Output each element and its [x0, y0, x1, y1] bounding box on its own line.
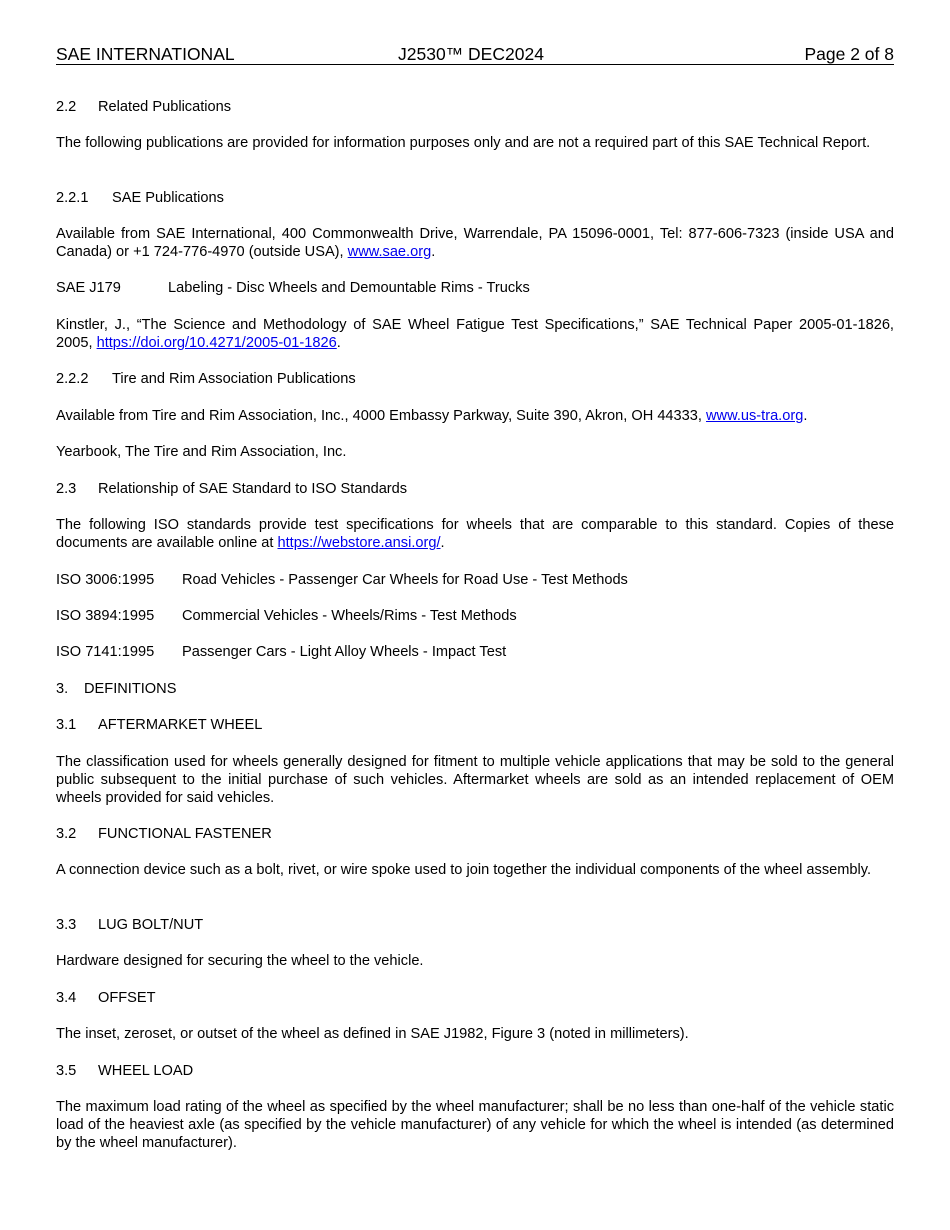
reference-kinstler: Kinstler, J., “The Science and Methodology of SAE Wheel Fatigue Test Specifications,” SAE Technical Paper 2005-01-1826, 2005, https://doi.org/10.4271/2005-01-1826. — [56, 317, 894, 351]
section-2-2-2-heading: 2.2.2 Tire and Rim Association Publications — [56, 371, 356, 387]
section-3-5-heading: 3.5 WHEEL LOAD — [56, 1063, 194, 1079]
header-page-number: Page 2 of 8 — [804, 44, 894, 64]
reference-iso-3894: ISO 3894:1995 Commercial Vehicles - Wheels/Rims - Test Methods — [56, 608, 517, 624]
section-2-2-intro: The following publications are provided for information purposes only and are not a required part of this SAE Technical Report. — [56, 135, 871, 151]
header-doc-id: J2530™ DEC2024 — [398, 44, 544, 64]
sae-availability-paragraph: Available from SAE International, 400 Commonwealth Drive, Warrendale, PA 15096-0001, Tel: 877-606-7323 (inside USA and Canada) or +1 724-776-4970 (outside USA), www.sae.org. — [56, 226, 894, 260]
section-2-2-heading: 2.2 Related Publications — [56, 99, 232, 115]
section-3-2-heading: 3.2 FUNCTIONAL FASTENER — [56, 826, 272, 842]
section-3-1-text: The classification used for wheels generally designed for fitment to multiple vehicle applications that may be sold to the general public subsequent to the initial purchase of such vehicles. Aftermarket wheels are sold as an intended replacement of OEM wheels provided for said vehicles. — [56, 754, 894, 806]
section-2-2-1-heading: 2.2.1 SAE Publications — [56, 190, 224, 206]
header-org: SAE INTERNATIONAL — [56, 44, 235, 64]
tra-website-link[interactable]: www.us-tra.org — [706, 408, 804, 424]
section-3-4-heading: 3.4 OFFSET — [56, 990, 156, 1006]
doi-link[interactable]: https://doi.org/10.4271/2005-01-1826 — [96, 335, 337, 351]
section-3-2-text: A connection device such as a bolt, rivet, or wire spoke used to join together the individual components of the wheel assembly. — [56, 862, 872, 878]
section-3-3-text: Hardware designed for securing the wheel to the vehicle. — [56, 953, 424, 969]
section-3-1-heading: 3.1 AFTERMARKET WHEEL — [56, 717, 263, 733]
section-2-3-heading: 2.3 Relationship of SAE Standard to ISO Standards — [56, 481, 408, 497]
section-3-4-text: The inset, zeroset, or outset of the wheel as defined in SAE J1982, Figure 3 (noted in millimeters). — [56, 1026, 689, 1042]
reference-iso-3006: ISO 3006:1995 Road Vehicles - Passenger Car Wheels for Road Use - Test Methods — [56, 572, 628, 588]
tra-availability-paragraph: Available from Tire and Rim Association, Inc., 4000 Embassy Parkway, Suite 390, Akron, OH 44333, www.us-tra.org. — [56, 408, 808, 424]
iso-intro-paragraph: The following ISO standards provide test specifications for wheels that are comparable to this standard. Copies of these documents are available online at https://webstore.ansi.org/. — [56, 517, 894, 551]
reference-sae-j179: SAE J179 Labeling - Disc Wheels and Demountable Rims - Trucks — [56, 280, 530, 296]
section-3-3-heading: 3.3 LUG BOLT/NUT — [56, 917, 204, 933]
reference-yearbook: Yearbook, The Tire and Rim Association, Inc. — [56, 444, 347, 460]
page-header — [56, 44, 894, 65]
sae-website-link[interactable]: www.sae.org — [347, 244, 432, 260]
reference-iso-7141: ISO 7141:1995 Passenger Cars - Light Alloy Wheels - Impact Test — [56, 644, 507, 660]
section-3-heading: 3. DEFINITIONS — [56, 681, 177, 697]
section-3-5-text: The maximum load rating of the wheel as specified by the wheel manufacturer; shall be no less than one-half of the vehicle static load of the heaviest axle (as specified by the vehicle manufacturer) of any vehicle for which the wheel is intended (as determined by the wheel manufacturer). — [56, 1099, 894, 1151]
ansi-webstore-link[interactable]: https://webstore.ansi.org/ — [277, 535, 441, 551]
